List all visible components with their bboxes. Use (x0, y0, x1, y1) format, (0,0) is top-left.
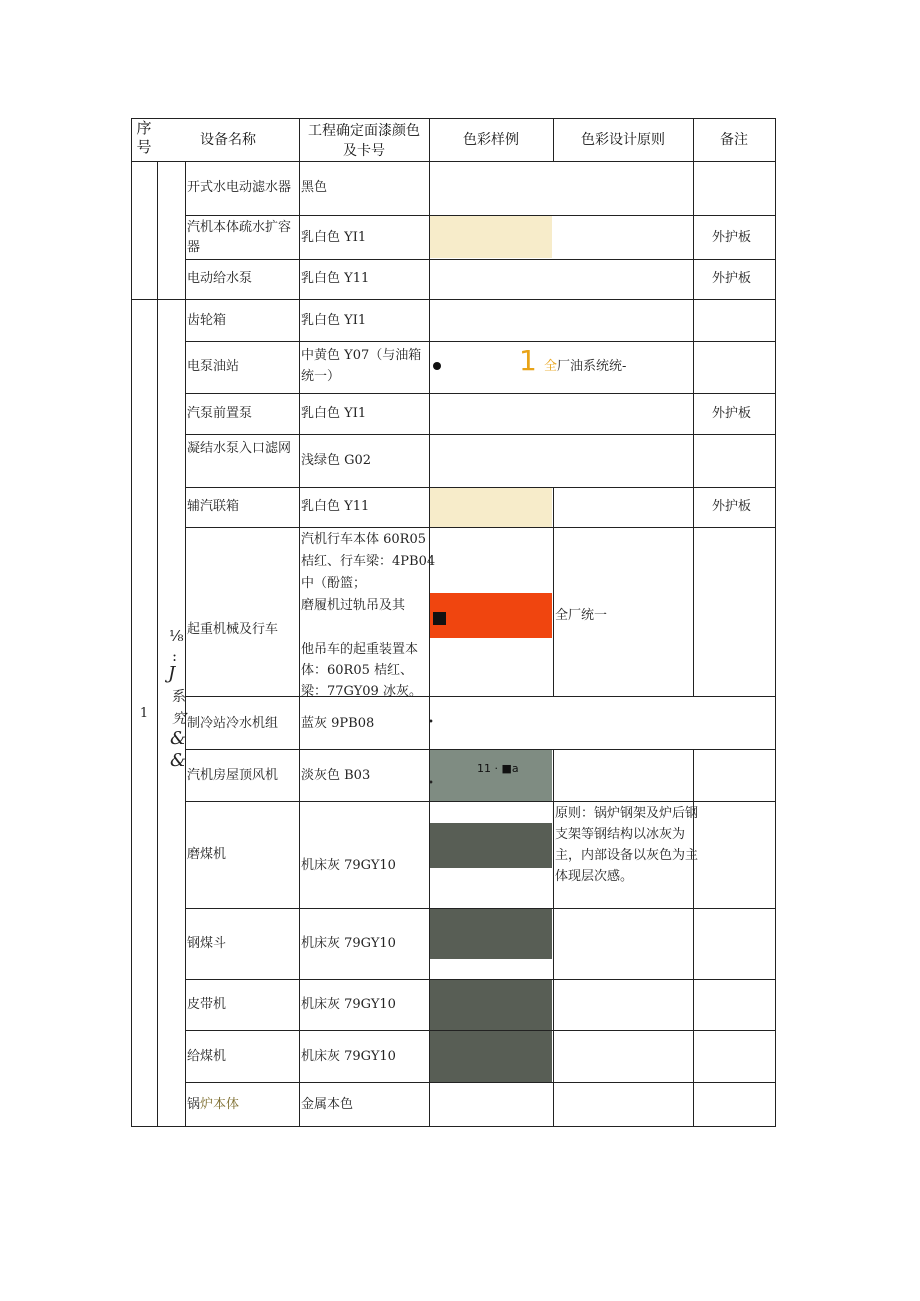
row-divider (131, 161, 776, 162)
paint-color: 蓝灰 9PB08 (301, 716, 375, 731)
row-divider (185, 908, 776, 909)
remark: 外护板 (712, 499, 752, 514)
row-divider (185, 1030, 776, 1031)
row-divider (185, 696, 776, 697)
equipment-name: 汽机房屋顶风机 (187, 768, 279, 783)
paint-color: 乳白色 YI1 (301, 230, 367, 245)
table-border-top (131, 118, 776, 119)
paint-color: 机床灰 79GY10 (301, 997, 396, 1012)
bullet-dot (433, 362, 441, 370)
paint-color: 中（酚篮； (301, 576, 367, 591)
paint-color: 汽机行车本体 60R05 (301, 532, 427, 547)
header-seq: 序号 (136, 119, 152, 156)
design-principle: 体现层次感。 (555, 869, 634, 884)
paint-color: 桔红、行车梁：4PB04 (301, 554, 436, 569)
paint-color: 浅绿色 G02 (301, 453, 372, 468)
row-divider (185, 749, 776, 750)
paint-color: 金属本色 (301, 1097, 354, 1112)
row-divider (131, 299, 776, 300)
col-divider (299, 118, 300, 1127)
remark: 外护板 (712, 271, 752, 286)
principle-text: 厂油系统统- (557, 359, 627, 374)
paint-color: 乳白色 Y11 (301, 499, 370, 514)
equipment-name: 炉本体 (200, 1097, 240, 1112)
row-divider (185, 393, 776, 394)
paint-color: 中黄色 Y07（与油箱 (301, 348, 422, 363)
table-border-left (131, 118, 132, 1127)
group-sub-label: J (168, 663, 176, 684)
sample-mark: • (428, 717, 434, 728)
group-sub-label: ⅛ (169, 627, 184, 645)
sample-mark: • (428, 778, 434, 789)
table-border-bottom (131, 1126, 776, 1127)
header-paint-color-line1: 工程确定面漆颜色 (308, 123, 420, 139)
equipment-name: 凝结水泵入口滤网 (187, 441, 292, 456)
paint-color: 机床灰 79GY10 (301, 858, 396, 873)
principle-prefix: 全 (544, 359, 558, 374)
equipment-name: 汽机本体疏水扩容 (187, 220, 292, 235)
square-mark (433, 612, 446, 625)
header-equipment-name: 设备名称 (200, 132, 256, 148)
design-principle: 原则：锅炉钢架及炉后钢 (555, 806, 699, 821)
swatch-cream (430, 488, 552, 527)
equipment-name: 起重机械及行车 (187, 622, 279, 637)
col-divider (693, 118, 694, 398)
paint-color: 淡灰色 B03 (301, 768, 371, 783)
paint-color: 机床灰 79GY10 (301, 1049, 396, 1064)
equipment-name: 器 (187, 240, 201, 255)
sample-text: 11 · ■a (477, 762, 519, 775)
swatch-machine-gray (430, 980, 552, 1082)
swatch-orange-red (430, 593, 552, 638)
group-sub-label: & (170, 728, 187, 749)
col-divider (157, 161, 158, 1127)
group-sub-label: : (172, 647, 178, 665)
paint-color: 乳白色 YI1 (301, 406, 367, 421)
group-sub-label: & (170, 750, 187, 771)
col-divider (693, 393, 694, 697)
col-divider (553, 487, 554, 697)
header-paint-color-line2: 及卡号 (343, 143, 385, 159)
equipment-name: 辅汽联箱 (187, 499, 240, 514)
equipment-name: 制冷站冷水机组 (187, 716, 279, 731)
header-design-principle: 色彩设计原则 (581, 132, 665, 148)
equipment-name: 皮带机 (187, 997, 227, 1012)
design-principle: 支架等钢结构以冰灰为 (555, 827, 686, 842)
paint-color: 磨履机过轨吊及其 (301, 598, 406, 613)
col-divider (429, 118, 430, 1127)
swatch-cream (430, 216, 552, 258)
row-divider (185, 341, 776, 342)
col-divider (553, 749, 554, 1127)
group-sub-label: 系 (172, 689, 186, 705)
row-divider (185, 1082, 776, 1083)
row-divider (185, 487, 776, 488)
equipment-name: 磨煤机 (187, 847, 227, 862)
equipment-name-prefix: 锅 (187, 1097, 201, 1112)
equipment-name: 齿轮箱 (187, 313, 227, 328)
table-border-right (775, 118, 776, 1127)
row-divider (185, 527, 776, 528)
equipment-name: 给煤机 (187, 1049, 227, 1064)
equipment-name: 钢煤斗 (187, 936, 227, 951)
swatch-machine-gray (430, 909, 552, 959)
paint-color: 梁：77GY09 冰灰。 (301, 684, 422, 699)
paint-color: 乳白色 Y11 (301, 271, 370, 286)
paint-color: 黑色 (301, 180, 328, 195)
design-principle: 全厂统一 (555, 608, 608, 623)
paint-color: 乳白色 YI1 (301, 313, 367, 328)
design-principle: 主，内部设备以灰色为主 (555, 848, 699, 863)
header-color-sample: 色彩样例 (463, 132, 519, 148)
group-sub-label: 究 (172, 711, 186, 727)
swatch-machine-gray (430, 823, 552, 868)
paint-color: 体：60R05 桔红、 (301, 663, 414, 678)
paint-color: 机床灰 79GY10 (301, 936, 396, 951)
header-remark: 备注 (720, 132, 748, 148)
equipment-name: 电动给水泵 (187, 271, 253, 286)
row-divider (185, 434, 776, 435)
equipment-name: 电泵油站 (187, 359, 240, 374)
row-divider (185, 801, 776, 802)
row-divider (185, 259, 776, 260)
seq-number: 1 (139, 706, 149, 721)
equipment-name: 汽泵前置泵 (187, 406, 253, 421)
sample-big-number: 1 (519, 344, 537, 377)
remark: 外护板 (712, 230, 752, 245)
equipment-name: 开式水电动滤水器 (187, 180, 292, 195)
row-divider (185, 215, 776, 216)
paint-color: 统一） (301, 369, 341, 384)
remark: 外护板 (712, 406, 752, 421)
paint-color: 他吊车的起重装置本 (301, 642, 419, 657)
col-divider (185, 161, 186, 1127)
row-divider (185, 979, 776, 980)
